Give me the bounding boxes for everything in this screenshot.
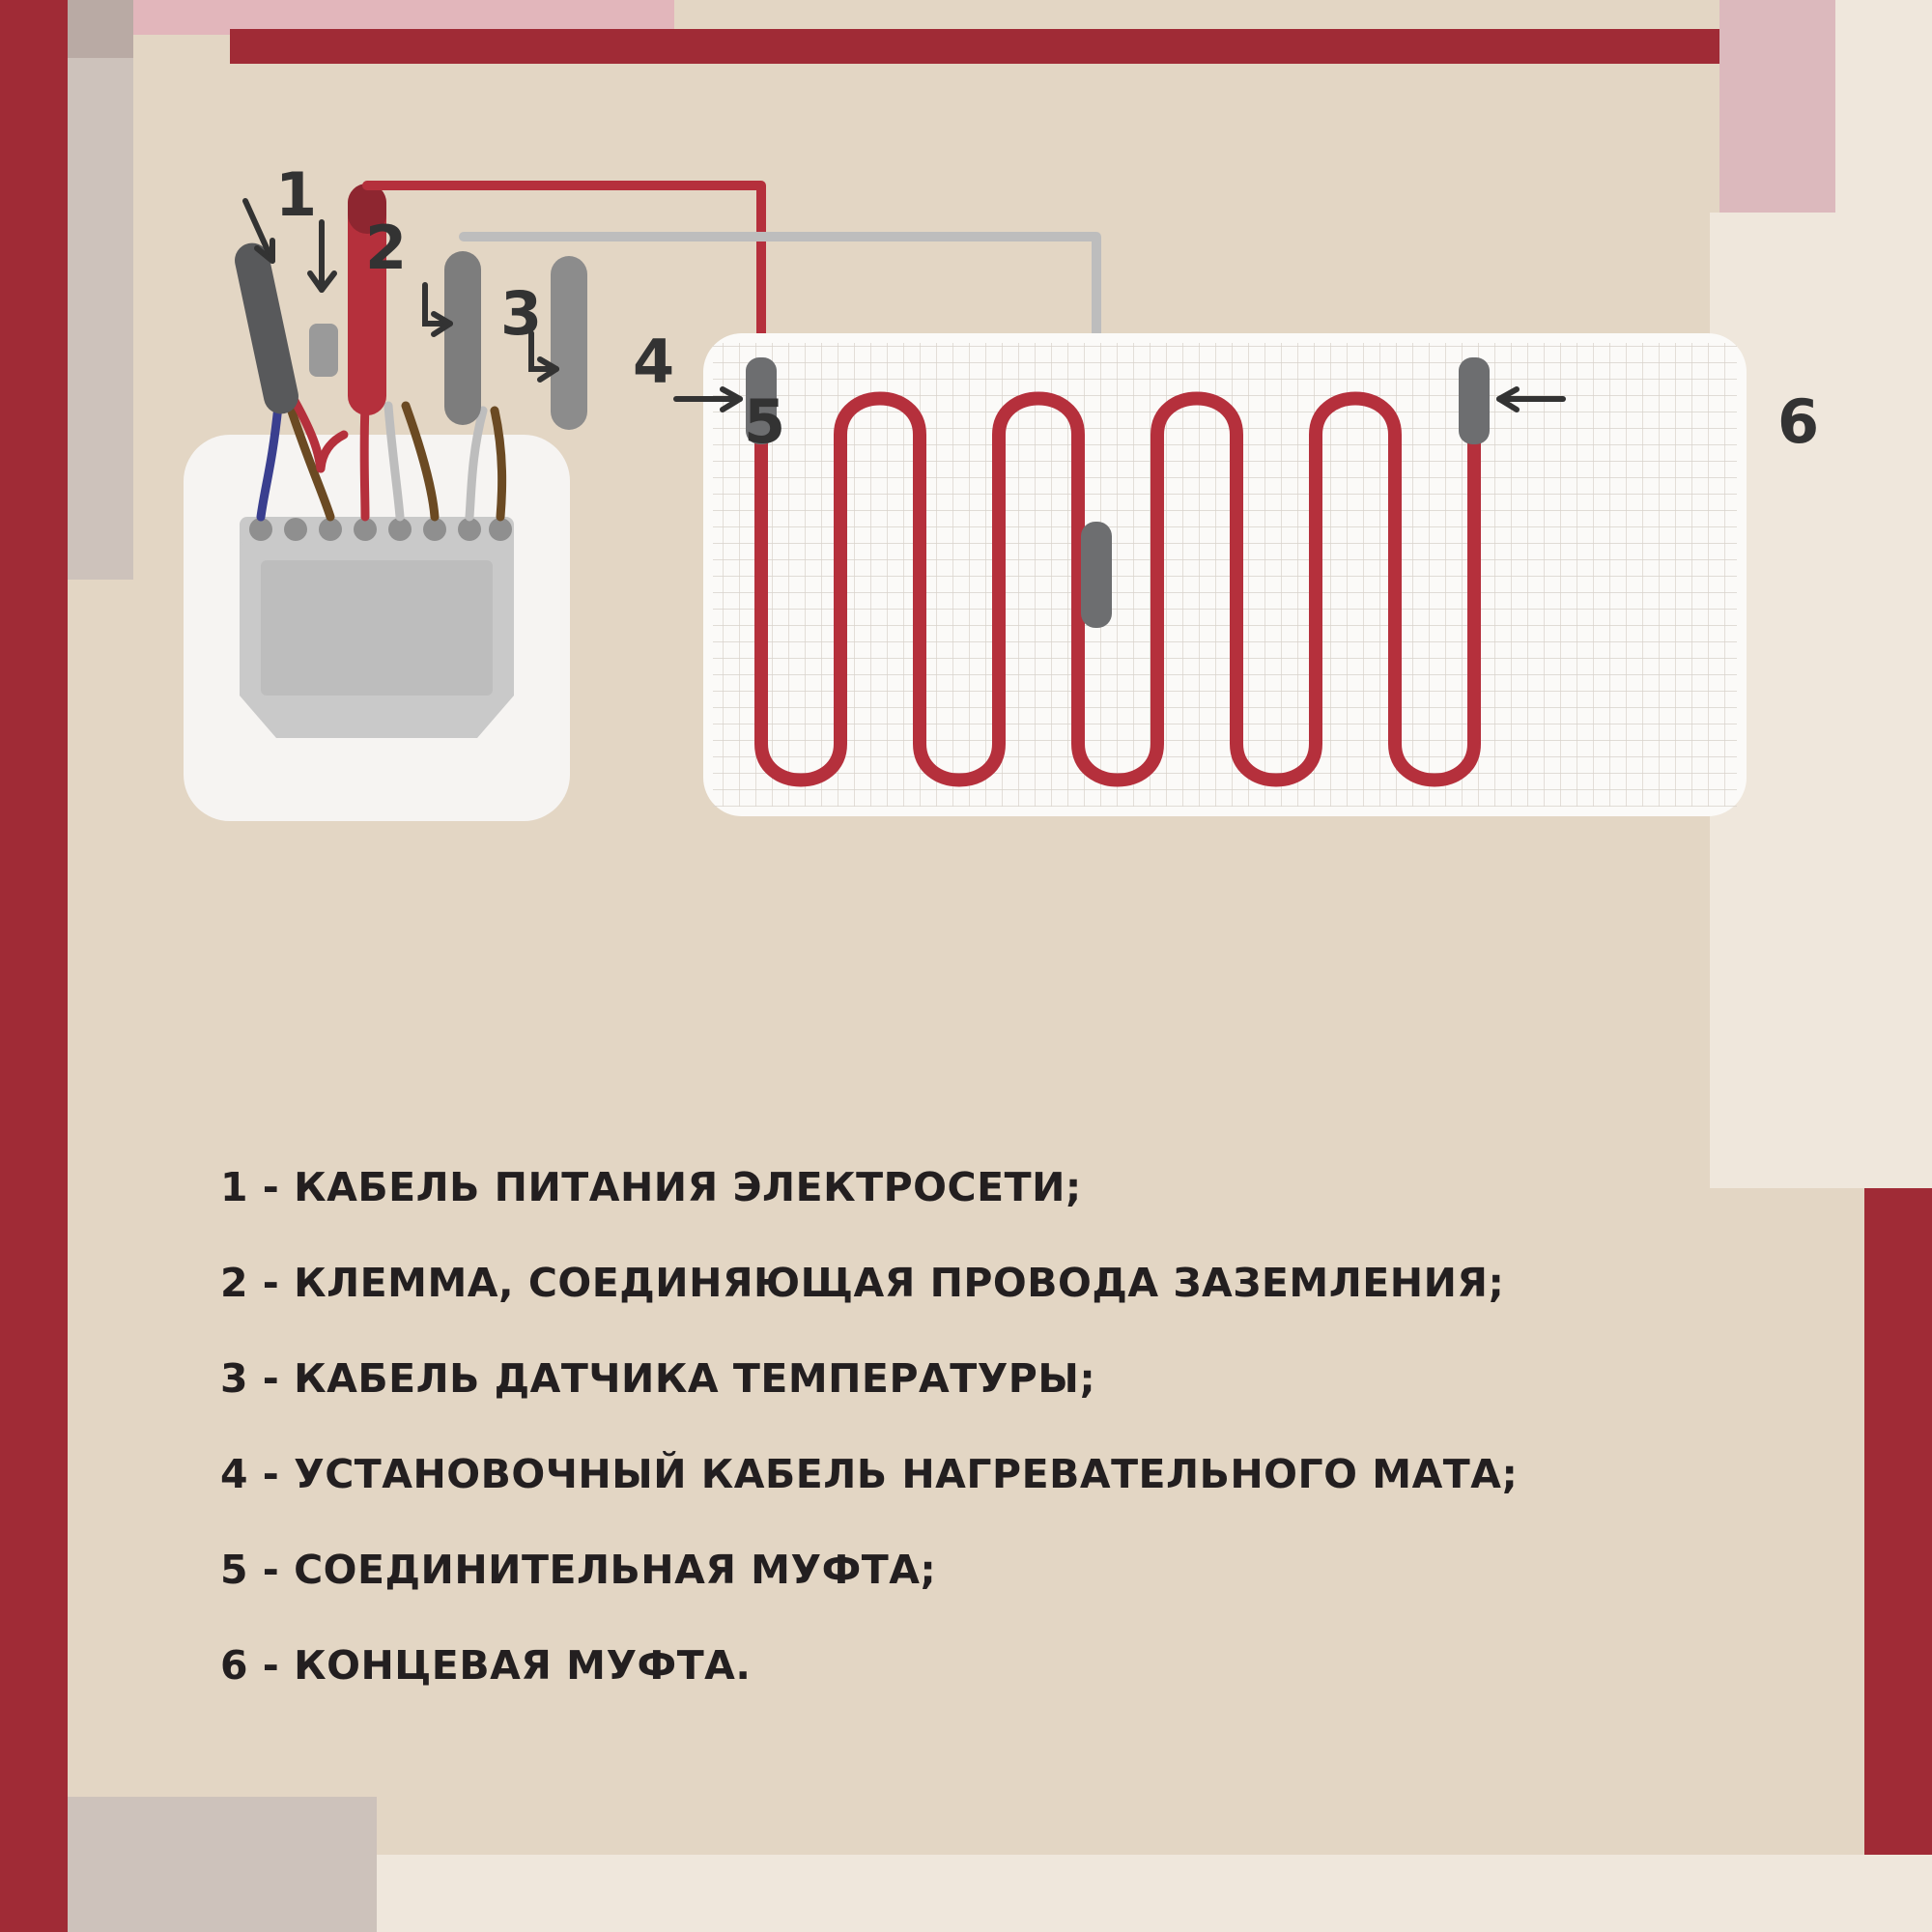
callout-number-3: 3 [500, 278, 543, 349]
background-bottom-right-white [1758, 1855, 1932, 1932]
background-top-red-bar [230, 29, 1727, 64]
legend-item-6: 6 - КОНЦЕВАЯ МУФТА. [220, 1642, 752, 1689]
background-bottom-left-red [0, 1797, 68, 1932]
legend-item-3: 3 - КАБЕЛЬ ДАТЧИКА ТЕМПЕРАТУРЫ; [220, 1355, 1096, 1402]
end-coupling [1459, 357, 1490, 444]
background-left-red-bar [0, 0, 68, 1797]
legend-item-1: 1 - КАБЕЛЬ ПИТАНИЯ ЭЛЕКТРОСЕТИ; [220, 1164, 1082, 1210]
background-left-grey-band [68, 0, 133, 580]
background-right-light-band [1835, 0, 1932, 222]
power-supply-cable [232, 240, 302, 417]
thermostat-housing [184, 435, 570, 821]
background-bottom-grey [68, 1797, 377, 1932]
background-right-red-bar [1864, 1188, 1932, 1922]
background-bottom-cream [377, 1855, 1864, 1932]
legend-item-5: 5 - СОЕДИНИТЕЛЬНАЯ МУФТА; [220, 1547, 937, 1593]
callout-number-6: 6 [1777, 386, 1820, 457]
heating-mat-install-cable [551, 256, 587, 430]
wiring-diagram [164, 116, 1806, 889]
temperature-sensor-probe [1081, 522, 1112, 628]
legend-item-4: 4 - УСТАНОВОЧНЫЙ КАБЕЛЬ НАГРЕВАТЕЛЬНОГО МАТА; [220, 1451, 1519, 1497]
temperature-sensor-cable [444, 251, 481, 425]
legend-list [220, 1164, 1814, 1689]
callout-number-5: 5 [744, 386, 786, 457]
callout-number-4: 4 [633, 327, 675, 397]
callout-number-1: 1 [275, 159, 318, 230]
legend-item-2: 2 - КЛЕММА, СОЕДИНЯЮЩАЯ ПРОВОДА ЗАЗЕМЛЕНИЯ; [220, 1260, 1505, 1306]
ground-terminal-clamp [309, 324, 338, 377]
callout-number-2: 2 [365, 213, 408, 283]
background-left-grey-top [68, 0, 133, 58]
